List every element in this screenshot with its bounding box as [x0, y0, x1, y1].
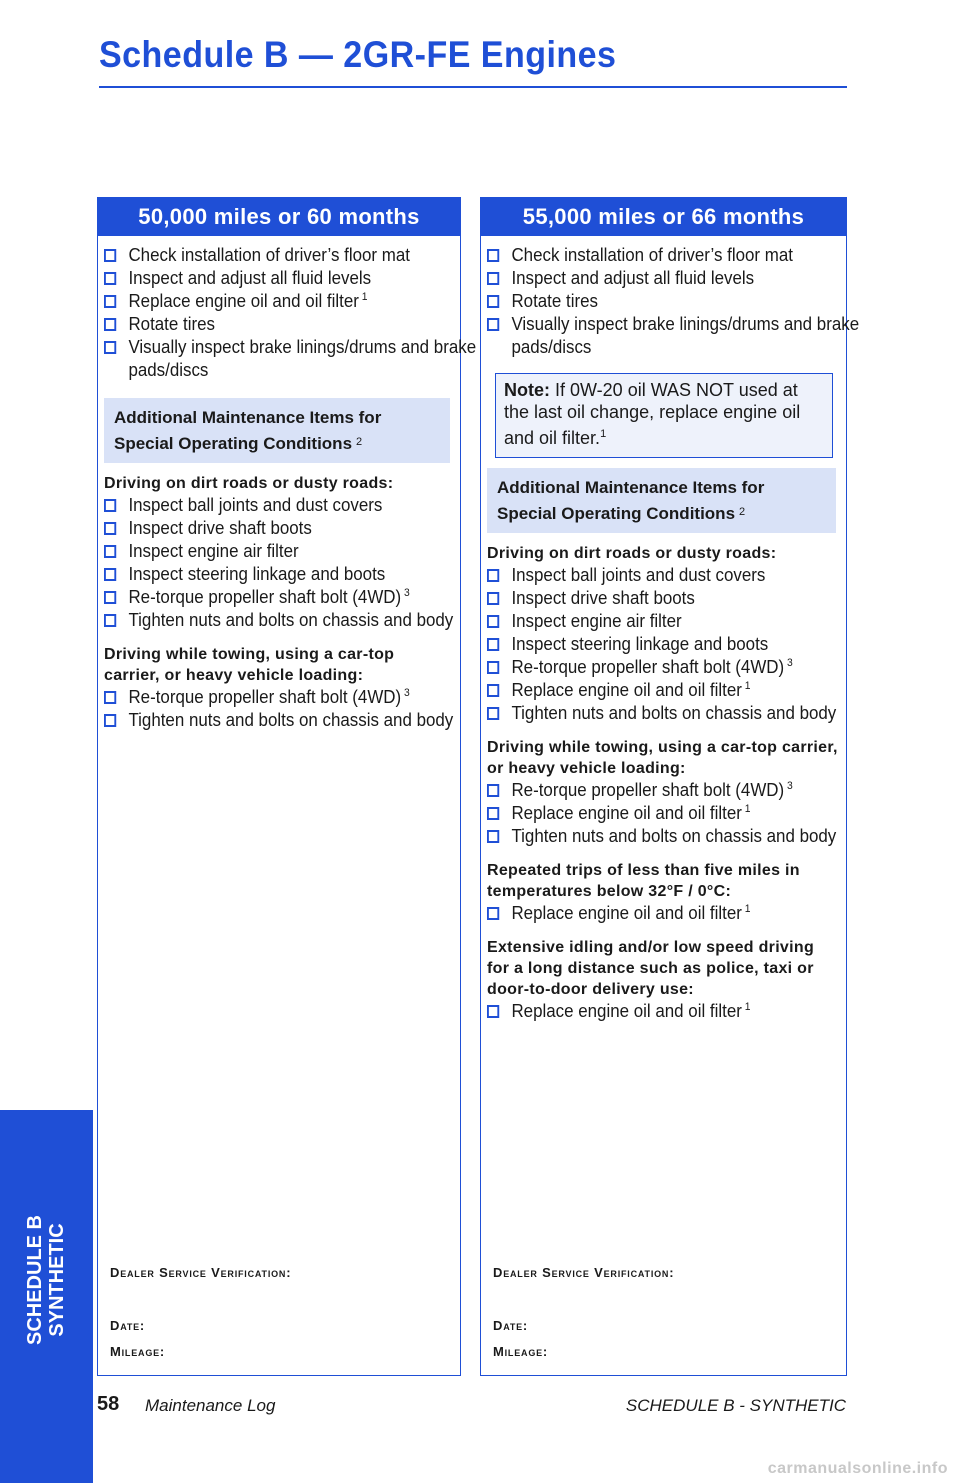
checklist-item-text: Tighten nuts and bolts on chassis and body	[511, 703, 837, 723]
side-tab-line-2: SYNTHETIC	[46, 1223, 68, 1337]
checkbox[interactable]	[104, 295, 116, 308]
checklist-item	[104, 709, 477, 732]
note-text: If 0W-20 oil WAS NOT used at the last oil change, replace engine oil and oil filter.	[504, 380, 801, 448]
checklist-item-text: Inspect drive shaft boots	[511, 588, 695, 608]
checkbox[interactable]	[104, 591, 116, 604]
checklist-item-text: Replace engine oil and oil filter	[511, 1001, 742, 1021]
checklist-item	[487, 825, 863, 848]
checklist-item	[104, 494, 433, 517]
footnote-ref: 1	[361, 291, 368, 303]
band-line-2: Special Operating Conditions $^2$	[114, 434, 363, 453]
checklist-item	[104, 609, 477, 632]
checklist-item	[487, 587, 819, 610]
band-line-2: Special Operating Conditions $^2$	[497, 504, 746, 523]
checklist-item-text: Inspect ball joints and dust covers	[128, 495, 383, 515]
checkbox[interactable]	[104, 249, 116, 262]
checklist-item	[104, 686, 433, 709]
checklist-item-text: Inspect drive shaft boots	[128, 518, 312, 538]
checkbox[interactable]	[487, 272, 499, 285]
footnote-ref: 1	[744, 803, 751, 815]
checklist-item-text: Replace engine oil and oil filter	[511, 903, 742, 923]
condition-heading: Repeated trips of less than five miles in temperatures below 32°F / 0°C:	[487, 862, 800, 900]
footer-schedule-name: SCHEDULE B - SYNTHETIC	[625, 1396, 846, 1415]
checklist-item-text: Inspect and adjust all fluid levels	[511, 268, 755, 288]
checklist-item	[104, 586, 433, 609]
checkbox[interactable]	[104, 568, 116, 581]
checklist-item	[487, 779, 819, 802]
checklist-item	[487, 702, 863, 725]
checkbox[interactable]	[487, 569, 499, 582]
checklist-item	[487, 610, 819, 633]
checkbox[interactable]	[487, 249, 499, 262]
checklist-item	[104, 313, 433, 336]
checklist	[487, 779, 840, 848]
mileage-label: Mileage:	[493, 1344, 549, 1359]
checklist-item	[487, 656, 819, 679]
footnote-ref: 1	[744, 903, 751, 915]
condition-heading: Driving on dirt roads or dusty roads:	[487, 545, 777, 562]
checklist-item	[487, 902, 819, 925]
checklist-item	[104, 267, 433, 290]
special-conditions-band	[487, 468, 836, 533]
checklist	[104, 244, 477, 382]
page-number: 58	[97, 1393, 120, 1415]
footnote-ref: 3	[403, 687, 410, 699]
special-conditions-band	[104, 398, 450, 463]
checklist-item-text: Inspect ball joints and dust covers	[511, 565, 766, 585]
checklist	[487, 902, 840, 925]
band-line-1: Additional Maintenance Items for	[114, 408, 382, 427]
checklist-item-text: Check installation of driver’s floor mat	[128, 245, 410, 265]
checkbox[interactable]	[104, 522, 116, 535]
checkbox[interactable]	[487, 707, 499, 720]
checklist	[487, 564, 840, 725]
footnote-ref: 3	[403, 587, 410, 599]
checklist-item	[487, 633, 819, 656]
checklist-item	[104, 517, 433, 540]
checklist-item-text: Inspect steering linkage and boots	[128, 564, 386, 584]
watermark: carmanualsonline.info	[767, 1460, 948, 1477]
condition-heading: Driving while towing, using a car-top carrier, or heavy vehicle loading:	[487, 739, 838, 777]
checklist-item	[487, 267, 819, 290]
checklist-item-text: Visually inspect brake linings/drums and brake pads/discs	[128, 337, 477, 380]
checklist-item-text: Replace engine oil and oil filter	[128, 291, 359, 311]
checklist	[487, 244, 860, 359]
checklist-item	[487, 1000, 819, 1023]
checklist-item-text: Tighten nuts and bolts on chassis and body	[128, 610, 454, 630]
mileage-label: Mileage:	[110, 1344, 166, 1359]
checkbox[interactable]	[104, 499, 116, 512]
checklist-item-text: Replace engine oil and oil filter	[511, 803, 742, 823]
column-body	[481, 236, 860, 1023]
checklist-item-text: Visually inspect brake linings/drums and brake pads/discs	[511, 314, 860, 357]
checklist-item-text: Inspect engine air filter	[511, 611, 682, 631]
checkbox[interactable]	[487, 638, 499, 651]
checkbox[interactable]	[104, 318, 116, 331]
checklist-item-text: Re-torque propeller shaft bolt (4WD)	[511, 780, 785, 800]
checklist-item	[104, 290, 433, 313]
band-line-1: Additional Maintenance Items for	[497, 478, 765, 497]
condition-heading: Driving while towing, using a car-top carrier, or heavy vehicle loading:	[104, 646, 395, 684]
oil-note	[495, 373, 833, 458]
checklist-item-text: Re-torque propeller shaft bolt (4WD)	[511, 657, 785, 677]
date-label: Date:	[110, 1318, 146, 1333]
side-tab-line-1: SCHEDULE B	[24, 1214, 46, 1346]
checklist-item	[487, 313, 863, 359]
dealer-verification-label: Dealer Service Verification:	[493, 1265, 675, 1280]
title-rule	[99, 86, 847, 88]
date-label: Date:	[493, 1318, 529, 1333]
footnote-ref: 1	[744, 680, 751, 692]
footer-section-name: Maintenance Log	[145, 1396, 276, 1415]
checklist-item	[487, 290, 819, 313]
checklist-item-text: Tighten nuts and bolts on chassis and body	[128, 710, 454, 730]
checklist-item-text: Inspect engine air filter	[128, 541, 299, 561]
column-body	[98, 236, 477, 732]
checklist-item-text: Inspect steering linkage and boots	[511, 634, 769, 654]
footnote-ref: 2	[739, 506, 746, 518]
checkbox[interactable]	[104, 545, 116, 558]
footnote-ref: 1	[744, 1001, 751, 1013]
footnote-ref: 2	[356, 436, 363, 448]
checklist-item	[104, 540, 433, 563]
checkbox[interactable]	[487, 1005, 499, 1018]
checkbox[interactable]	[487, 807, 499, 820]
checklist-item-text: Inspect and adjust all fluid levels	[128, 268, 372, 288]
checklist	[487, 1000, 840, 1023]
checkbox[interactable]	[487, 615, 499, 628]
checklist-item-text: Re-torque propeller shaft bolt (4WD)	[128, 587, 402, 607]
checklist-item-text: Replace engine oil and oil filter	[511, 680, 742, 700]
checkbox[interactable]	[104, 341, 116, 354]
page-title: Schedule B — 2GR-FE Engines	[99, 34, 617, 75]
checklist-item-text: Rotate tires	[128, 314, 215, 334]
schedule-column-55000	[480, 197, 860, 1376]
condition-heading: Extensive idling and/or low speed driving for a long distance such as police, taxi or door-to-door delivery use:	[487, 939, 815, 998]
checklist-item-text: Check installation of driver’s floor mat	[511, 245, 793, 265]
schedule-column-50000	[97, 197, 477, 1376]
checklist-item	[104, 563, 433, 586]
checkbox[interactable]	[104, 614, 116, 627]
checklist-item-text: Tighten nuts and bolts on chassis and body	[511, 826, 837, 846]
side-tab-label	[24, 1215, 68, 1345]
note-label: Note:	[504, 380, 550, 400]
checkbox[interactable]	[487, 684, 499, 697]
footnote-ref: 1	[600, 428, 607, 440]
checklist-item	[104, 244, 433, 267]
checkbox[interactable]	[487, 661, 499, 674]
checkbox[interactable]	[487, 592, 499, 605]
checklist	[104, 686, 454, 732]
column-header: 55,000 miles or 66 months	[481, 198, 846, 236]
checklist-item	[487, 802, 819, 825]
checkbox[interactable]	[487, 830, 499, 843]
checklist-item	[487, 564, 819, 587]
footnote-ref: 3	[786, 657, 793, 669]
checkbox[interactable]	[104, 691, 116, 704]
column-header: 50,000 miles or 60 months	[98, 198, 460, 236]
checklist-item	[487, 244, 819, 267]
checkbox[interactable]	[487, 295, 499, 308]
checkbox[interactable]	[104, 272, 116, 285]
condition-heading: Driving on dirt roads or dusty roads:	[104, 475, 394, 492]
checklist-item	[104, 336, 477, 382]
checklist	[104, 494, 454, 632]
checklist-item	[487, 679, 819, 702]
checkbox[interactable]	[487, 784, 499, 797]
checklist-item-text: Re-torque propeller shaft bolt (4WD)	[128, 687, 402, 707]
dealer-verification-label: Dealer Service Verification:	[110, 1265, 292, 1280]
footnote-ref: 3	[786, 780, 793, 792]
checkbox[interactable]	[487, 318, 499, 331]
checklist-item-text: Rotate tires	[511, 291, 598, 311]
checkbox[interactable]	[104, 714, 116, 727]
checkbox[interactable]	[487, 907, 499, 920]
